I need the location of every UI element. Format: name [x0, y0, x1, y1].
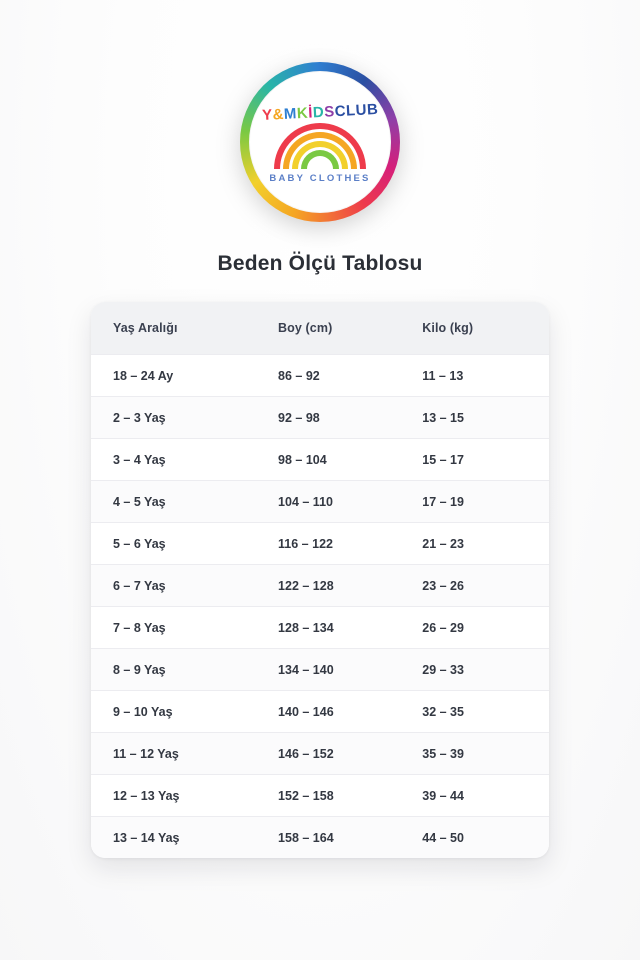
cell-weight-range: 17 – 19 — [422, 481, 549, 523]
table-row — [91, 355, 549, 397]
logo-letter-s: S — [323, 103, 335, 121]
logo-letter-i: İ — [307, 104, 314, 122]
cell-height-range: 152 – 158 — [278, 775, 422, 817]
table-header-row — [91, 302, 549, 355]
cell-weight-range: 29 – 33 — [422, 649, 549, 691]
logo-letter-d: D — [312, 103, 325, 122]
column-header-height: Boy (cm) — [278, 302, 422, 355]
cell-weight-range: 44 – 50 — [422, 817, 549, 859]
logo-letter-m: M — [283, 105, 298, 123]
table-row — [91, 523, 549, 565]
cell-age-range: 5 – 6 Yaş — [91, 523, 278, 565]
cell-height-range: 158 – 164 — [278, 817, 422, 859]
page-title: Beden Ölçü Tablosu — [217, 252, 423, 275]
logo-letter-k: K — [296, 104, 309, 123]
cell-height-range: 146 – 152 — [278, 733, 422, 775]
logo-inner-disc — [249, 71, 391, 213]
cell-age-range: 7 – 8 Yaş — [91, 607, 278, 649]
cell-age-range: 18 – 24 Ay — [91, 355, 278, 397]
cell-weight-range: 23 – 26 — [422, 565, 549, 607]
cell-height-range: 134 – 140 — [278, 649, 422, 691]
cell-age-range: 6 – 7 Yaş — [91, 565, 278, 607]
size-chart-table — [91, 302, 549, 858]
cell-height-range: 128 – 134 — [278, 607, 422, 649]
cell-height-range: 122 – 128 — [278, 565, 422, 607]
cell-height-range: 140 – 146 — [278, 691, 422, 733]
cell-age-range: 11 – 12 Yaş — [91, 733, 278, 775]
brand-logo — [240, 62, 400, 222]
cell-age-range: 13 – 14 Yaş — [91, 817, 278, 859]
table-row — [91, 733, 549, 775]
cell-height-range: 98 – 104 — [278, 439, 422, 481]
cell-height-range: 92 – 98 — [278, 397, 422, 439]
column-header-age: Yaş Aralığı — [91, 302, 278, 355]
cell-weight-range: 26 – 29 — [422, 607, 549, 649]
table-row — [91, 481, 549, 523]
cell-weight-range: 13 – 15 — [422, 397, 549, 439]
table-head — [91, 302, 549, 355]
logo-letter-amp: & — [271, 105, 285, 124]
logo-brand-text — [261, 101, 378, 124]
column-header-weight: Kilo (kg) — [422, 302, 549, 355]
size-chart-card — [91, 302, 549, 858]
rainbow-icon — [279, 127, 361, 169]
cell-weight-range: 32 – 35 — [422, 691, 549, 733]
cell-weight-range: 21 – 23 — [422, 523, 549, 565]
table-row — [91, 607, 549, 649]
logo-letter-y: Y — [261, 106, 273, 125]
cell-weight-range: 15 – 17 — [422, 439, 549, 481]
cell-weight-range: 11 – 13 — [422, 355, 549, 397]
table-row — [91, 817, 549, 859]
table-row — [91, 439, 549, 481]
table-row — [91, 565, 549, 607]
cell-height-range: 86 – 92 — [278, 355, 422, 397]
table-row — [91, 691, 549, 733]
table-row — [91, 397, 549, 439]
cell-age-range: 8 – 9 Yaş — [91, 649, 278, 691]
cell-age-range: 2 – 3 Yaş — [91, 397, 278, 439]
logo-tagline: BABY CLOTHES — [269, 173, 371, 184]
cell-height-range: 116 – 122 — [278, 523, 422, 565]
logo-word-club: CLUB — [334, 100, 379, 121]
cell-weight-range: 35 – 39 — [422, 733, 549, 775]
table-row — [91, 649, 549, 691]
cell-height-range: 104 – 110 — [278, 481, 422, 523]
cell-age-range: 3 – 4 Yaş — [91, 439, 278, 481]
table-body — [91, 355, 549, 859]
cell-age-range: 9 – 10 Yaş — [91, 691, 278, 733]
cell-weight-range: 39 – 44 — [422, 775, 549, 817]
table-row — [91, 775, 549, 817]
cell-age-range: 12 – 13 Yaş — [91, 775, 278, 817]
cell-age-range: 4 – 5 Yaş — [91, 481, 278, 523]
